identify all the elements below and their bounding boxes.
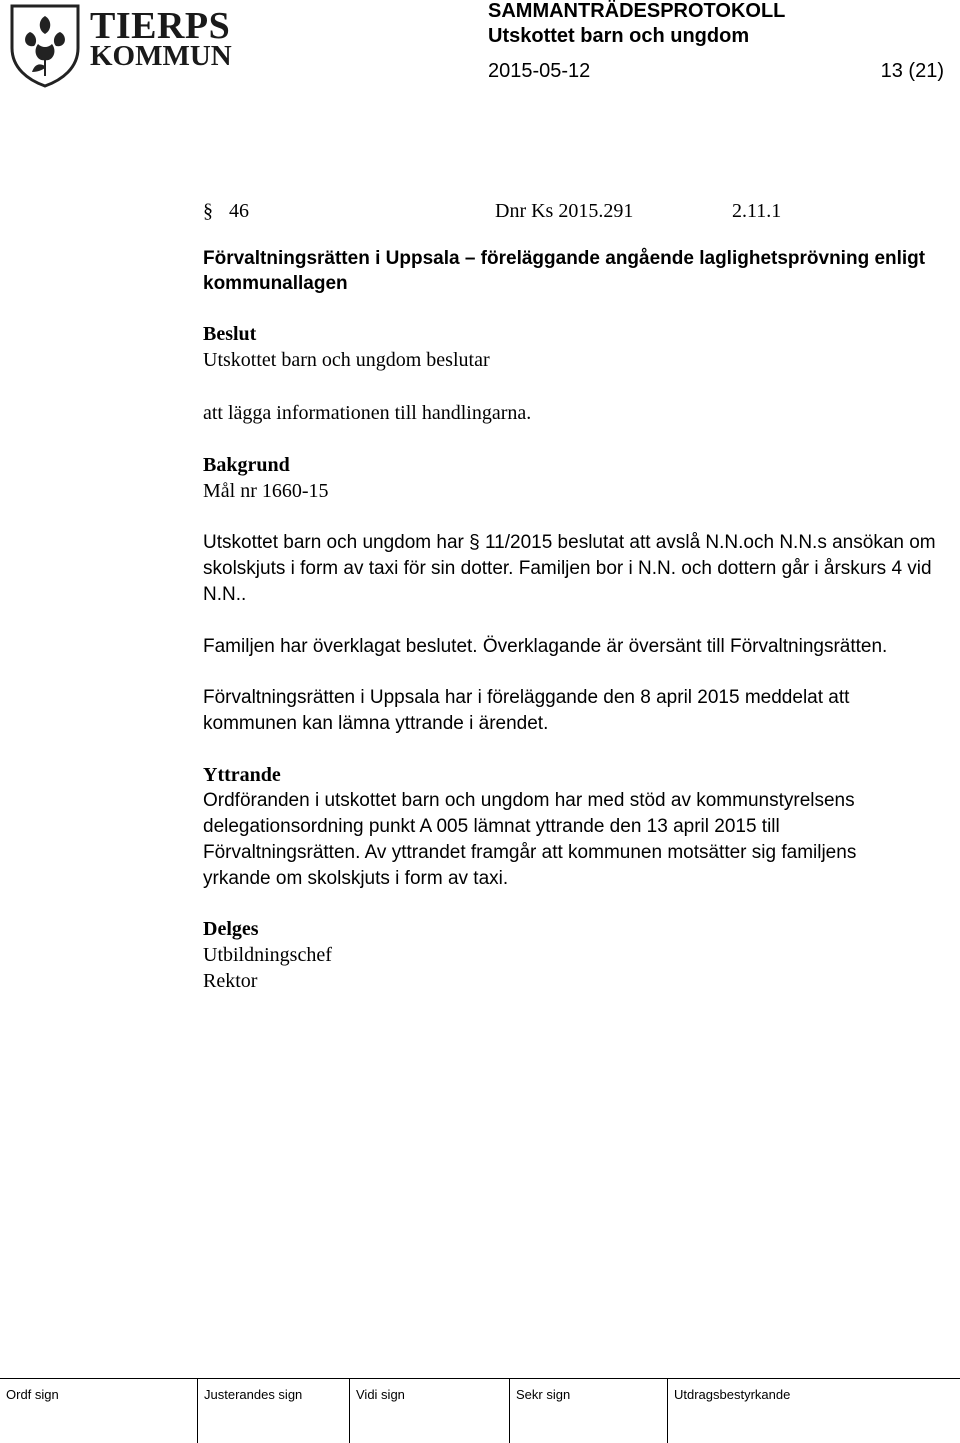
bakgrund-heading: Bakgrund — [203, 454, 290, 476]
coat-of-arms-icon — [8, 2, 82, 88]
footer-justerandes-sign: Justerandes sign — [198, 1379, 350, 1443]
case-number: Mål nr 1660-15 — [203, 480, 329, 502]
footer-sekr-sign: Sekr sign — [510, 1379, 668, 1443]
section-header-row — [203, 198, 923, 224]
para1-rest: 11/2015 beslutat att avslå N.N.och N.N.s ansökan om skolskjuts i form av taxi för sin dotter. Familjen bor i N.N. och dottern går i årskurs 4 vid N.N.. — [203, 532, 936, 605]
bakgrund-paragraph-2: Familjen har överklagat beslutet. Överklagande är översänt till Förvaltningsrätten. — [203, 636, 888, 657]
beslut-line1: Utskottet barn och ungdom beslutar — [203, 349, 490, 371]
bakgrund-paragraph-3: Förvaltningsrätten i Uppsala har i föreläggande den 8 april 2015 meddelat att kommunen kan lämna yttrande i ärendet. — [203, 687, 850, 734]
beslut-line2: att lägga informationen till handlingarna. — [203, 402, 532, 424]
logo-text-line2: KOMMUN — [90, 40, 232, 72]
logo-text-line1: TIERPS — [90, 5, 231, 47]
yttrande-heading: Yttrande — [203, 764, 281, 786]
para1-start: Utskottet barn och ungdom har — [203, 532, 470, 553]
yttrande-text: Ordföranden i utskottet barn och ungdom har med stöd av kommunstyrelsens delegationsordning punkt A 005 lämnat yttrande den 13 april 2015 till Förvaltningsrätten. Av yttrandet framgår att kommunen motsätter sig familjens yrkande om skolskjuts i form av taxi. — [203, 790, 857, 889]
footer-utdragsbestyrkande: Utdragsbestyrkande — [674, 1387, 791, 1402]
committee-name: Utskottet barn och ungdom — [488, 25, 750, 47]
meeting-date: 2015-05-12 — [488, 60, 591, 82]
signature-footer — [0, 1378, 960, 1443]
bakgrund-paragraph-1 — [203, 530, 953, 608]
section-title: Förvaltningsrätten i Uppsala – föreläggande angående laglighetsprövning enligt kommunallagen — [203, 248, 926, 294]
paragraph-symbol: § — [203, 200, 213, 222]
delges-recipient-2: Rektor — [203, 970, 258, 992]
municipality-logo — [8, 2, 232, 92]
document-title: SAMMANTRÄDESPROTOKOLL — [488, 0, 786, 22]
paragraph-symbol-inline: § — [469, 532, 480, 553]
beslut-heading: Beslut — [203, 323, 257, 345]
delges-heading: Delges — [203, 918, 259, 940]
diary-number: Dnr Ks 2015.291 — [495, 200, 634, 222]
delges-recipient-1: Utbildningschef — [203, 944, 332, 966]
footer-vidi-sign: Vidi sign — [350, 1379, 510, 1443]
footer-ordf-sign: Ordf sign — [0, 1379, 198, 1443]
page-number: 13 (21) — [880, 60, 944, 82]
section-number: 46 — [229, 200, 249, 222]
classification-code: 2.11.1 — [732, 200, 782, 222]
